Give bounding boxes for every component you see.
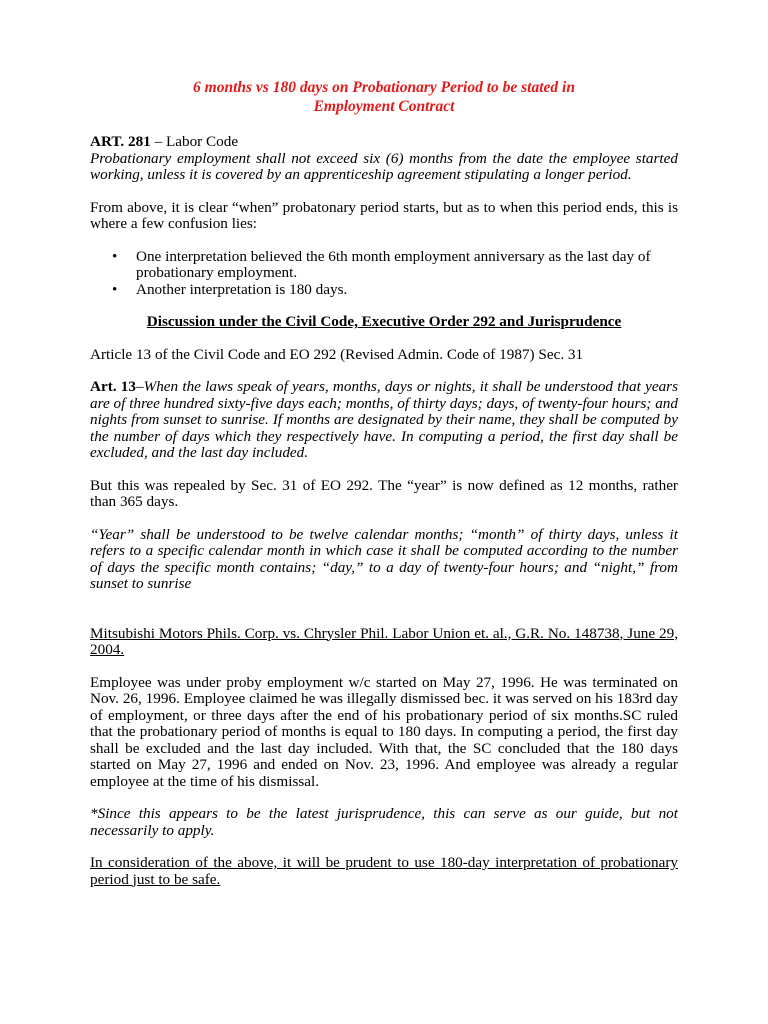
eo292-definition: “Year” shall be understood to be twelve calendar months; “month” of thirty days, unless it refers to a specific calendar month in which case it shall be computed according to the number of days the specific month contains; “day,” to a day of twenty-four hours; and “night,” from sunset to sunrise: [90, 525, 678, 592]
case-citation: Mitsubishi Motors Phils. Corp. vs. Chrysler Phil. Labor Union et. al., G.R. No. 148738, June 29, 2004.: [90, 624, 678, 658]
art281-dash: –: [150, 133, 166, 150]
interpretation-list: [90, 249, 678, 299]
bullet-icon: •: [112, 247, 118, 265]
title-line-1: 6 months vs 180 days on Probationary Period to be stated in: [193, 79, 575, 96]
document-page: [90, 78, 678, 888]
list-item: [90, 282, 678, 299]
list-item-text: One interpretation believed the 6th month employment anniversary as the last day of probationary employment.: [136, 247, 651, 281]
art13-text: –When the laws speak of years, months, days or nights, it shall be understood that years are of three hundred sixty-five days each; months, of thirty days; days, of twenty-four hours; and nights from sunset to sunrise. If months are designated by their name, they shall be computed by the number of days which they respectively have. In computing a period, the first day shall be excluded, and the last day included.: [90, 378, 678, 461]
art281-source: Labor Code: [165, 133, 239, 150]
discussion-heading: Discussion under the Civil Code, Executive Order 292 and Jurisprudence: [146, 313, 622, 330]
intro-paragraph: From above, it is clear “when” probatonary period starts, but as to when this period ends, this is where a few confusion lies:: [90, 198, 678, 232]
bullet-icon: •: [112, 280, 118, 298]
art281-text: Probationary employment shall not exceed six (6) months from the date the employee started working, unless it is covered by an apprenticeship agreement stipulating a longer period.: [90, 149, 678, 183]
article13-reference: Article 13 of the Civil Code and EO 292 (Revised Admin. Code of 1987) Sec. 31: [90, 345, 584, 363]
conclusion-paragraph: In consideration of the above, it will be prudent to use 180-day interpretation of probationary period just to be safe.: [90, 854, 678, 888]
art13-label: Art. 13: [90, 378, 136, 395]
art281-label: ART. 281: [90, 133, 151, 150]
title-line-2: Employment Contract: [313, 98, 455, 115]
note-paragraph: *Since this appears to be the latest jurisprudence, this can serve as our guide, but not necessarily to apply.: [90, 805, 678, 839]
case-summary: Employee was under proby employment w/c started on May 27, 1996. He was terminated on Nov. 26, 1996. Employee claimed he was illegally dismissed bec. it was served on his 183rd day of employment, or three days after the end of his probationary period of six months.SC ruled that the probationary period of months is equal to 180 days. In computing a period, the first day shall be excluded and the last day included. With that, the SC concluded that the 180 days started on May 27, 1996 and ended on Nov. 23, 1996. And employee was already a regular employee at the time of his dismissal.: [90, 673, 678, 790]
list-item-text: Another interpretation is 180 days.: [136, 280, 348, 298]
art281-heading: [90, 134, 678, 151]
list-item: [90, 249, 678, 282]
repealed-paragraph: But this was repealed by Sec. 31 of EO 292. The “year” is now defined as 12 months, rather than 365 days.: [90, 476, 678, 510]
document-title: [90, 78, 678, 116]
art13-paragraph: [90, 379, 678, 462]
